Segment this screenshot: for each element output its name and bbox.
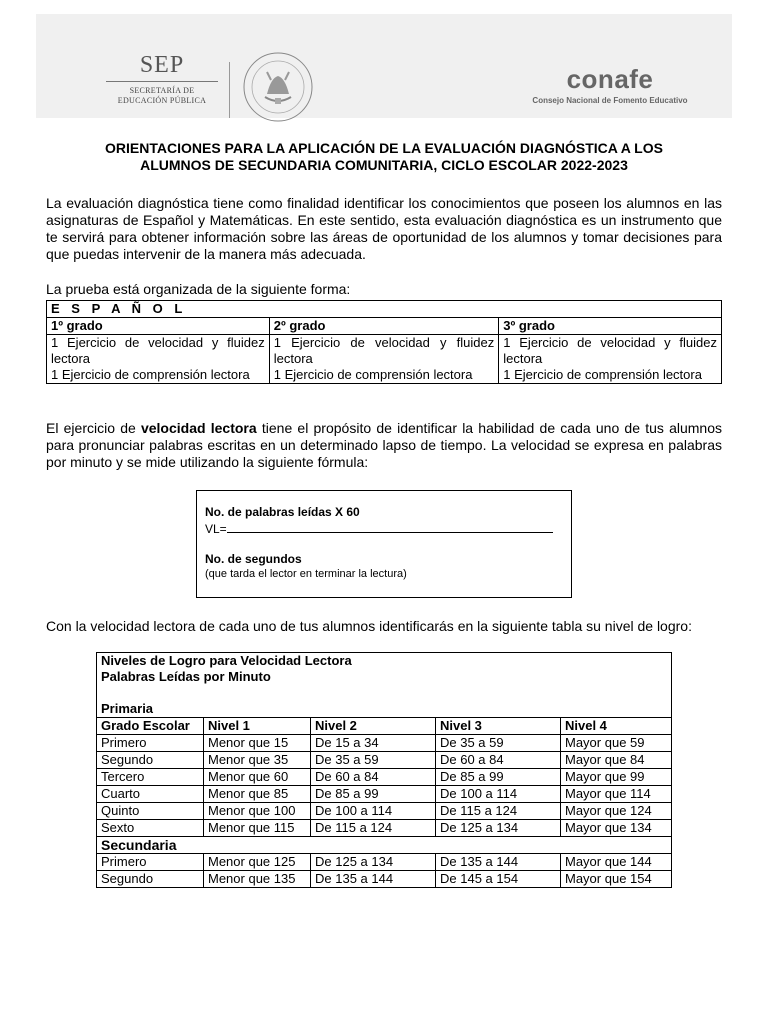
- primaria-row: [97, 752, 672, 769]
- grade-2-exercises: [269, 335, 499, 384]
- secundaria-cell: De 135 a 144: [436, 854, 561, 871]
- grade-1-exercise-velocity: 1 Ejercicio de velocidad y fluidez lectora: [51, 335, 265, 366]
- letterhead: [36, 14, 732, 118]
- primaria-cell: De 100 a 114: [311, 803, 436, 820]
- velocity-formula-box: [196, 490, 572, 598]
- grade-header-2: 2º grado: [269, 318, 499, 335]
- formula-fraction-line: [227, 520, 553, 533]
- primaria-cell: Mayor que 99: [561, 769, 672, 786]
- primaria-row: [97, 820, 672, 837]
- primaria-cell: De 15 a 34: [311, 735, 436, 752]
- grade-header-3: 3º grado: [499, 318, 722, 335]
- formula-vl-label: VL=: [205, 522, 227, 536]
- conafe-logo-wordmark: conafe: [566, 64, 654, 94]
- conafe-logo-subtitle: Consejo Nacional de Fomento Educativo: [532, 96, 688, 105]
- col-header-nivel-2: Nivel 2: [311, 718, 436, 735]
- sep-logo-rule: [106, 81, 218, 82]
- secundaria-row: [97, 854, 672, 871]
- sep-logo-title: SEP: [139, 52, 185, 78]
- secundaria-row: [97, 871, 672, 888]
- secundaria-label: Secundaria: [97, 837, 672, 854]
- primaria-cell: Mayor que 134: [561, 820, 672, 837]
- secundaria-cell: Primero: [97, 854, 204, 871]
- levels-intro-paragraph: Con la velocidad lectora de cada uno de tus alumnos identificarás en la siguiente tabla su nivel de logro:: [46, 618, 692, 634]
- primaria-cell: De 125 a 134: [436, 820, 561, 837]
- primaria-cell: De 35 a 59: [436, 735, 561, 752]
- document-title: [46, 140, 722, 174]
- primaria-row: [97, 735, 672, 752]
- col-header-nivel-4: Nivel 4: [561, 718, 672, 735]
- grade-2-exercise-velocity: 1 Ejercicio de velocidad y fluidez lectora: [273, 335, 495, 366]
- primaria-cell: Segundo: [97, 752, 204, 769]
- sep-logo-subtitle-2: EDUCACIÓN PÚBLICA: [117, 96, 207, 105]
- grade-2-exercise-comprehension: 1 Ejercicio de comprensión lectora: [273, 367, 473, 382]
- sep-logo: [106, 52, 218, 106]
- primaria-cell: Sexto: [97, 820, 204, 837]
- primaria-row: [97, 769, 672, 786]
- levels-table-title-cell: [97, 653, 672, 718]
- primaria-cell: De 115 a 124: [436, 803, 561, 820]
- formula-note: (que tarda el lector en terminar la lectura): [205, 568, 407, 580]
- primaria-cell: De 85 a 99: [311, 786, 436, 803]
- secundaria-cell: Segundo: [97, 871, 204, 888]
- primaria-cell: Cuarto: [97, 786, 204, 803]
- primaria-cell: De 100 a 114: [436, 786, 561, 803]
- secundaria-cell: Mayor que 154: [561, 871, 672, 888]
- organized-paragraph: La prueba está organizada de la siguiente forma:: [46, 281, 351, 297]
- title-line-1: ORIENTACIONES PARA LA APLICACIÓN DE LA EVALUACIÓN DIAGNÓSTICA A LOS: [105, 140, 663, 156]
- primaria-row: [97, 803, 672, 820]
- primaria-cell: Menor que 85: [204, 786, 311, 803]
- secundaria-cell: De 145 a 154: [436, 871, 561, 888]
- levels-table-primaria-label: Primaria: [101, 701, 154, 716]
- primaria-cell: Mayor que 59: [561, 735, 672, 752]
- col-header-nivel-1: Nivel 1: [204, 718, 311, 735]
- secundaria-cell: De 125 a 134: [311, 854, 436, 871]
- primaria-cell: De 85 a 99: [436, 769, 561, 786]
- intro-paragraph: La evaluación diagnóstica tiene como finalidad identificar los conocimientos que poseen los alumnos en las asignaturas de Español y Matemáticas. En este sentido, esta evaluación diagnóstica es un instrumento que te servirá para obtener información sobre las áreas de oportunidad de los alumnos y tomar decisiones para que puedas intervenir de la manera más adecuada.: [46, 195, 722, 262]
- velocity-paragraph-post: tiene el propósito de identificar la habilidad de cada uno de tus alumnos para pronunciar palabras escritas en un determinado lapso de tiempo. La velocidad se expresa en palabras por minuto y se mide utilizando la siguiente fórmula:: [46, 420, 722, 470]
- conafe-logo: [520, 65, 700, 106]
- primaria-cell: Mayor que 114: [561, 786, 672, 803]
- logo-divider: [229, 62, 230, 118]
- levels-table-title-1: Niveles de Logro para Velocidad Lectora: [101, 653, 352, 668]
- secundaria-cell: Menor que 135: [204, 871, 311, 888]
- mexico-seal-icon: [241, 50, 315, 124]
- primaria-cell: De 115 a 124: [311, 820, 436, 837]
- primaria-cell: Quinto: [97, 803, 204, 820]
- primaria-cell: Menor que 60: [204, 769, 311, 786]
- primaria-cell: Menor que 35: [204, 752, 311, 769]
- levels-table-title-2: Palabras Leídas por Minuto: [101, 669, 271, 684]
- grade-header-1: 1º grado: [47, 318, 270, 335]
- secundaria-cell: De 135 a 144: [311, 871, 436, 888]
- primaria-cell: De 60 a 84: [311, 769, 436, 786]
- grade-3-exercises: [499, 335, 722, 384]
- grade-1-exercises: [47, 335, 270, 384]
- secundaria-cell: Menor que 125: [204, 854, 311, 871]
- reading-levels-table: [96, 652, 672, 888]
- title-line-2: ALUMNOS DE SECUNDARIA COMUNITARIA, CICLO ESCOLAR 2022-2023: [140, 157, 628, 173]
- primaria-cell: Tercero: [97, 769, 204, 786]
- col-header-nivel-3: Nivel 3: [436, 718, 561, 735]
- espanol-subject-header: E S P A Ñ O L: [47, 301, 722, 318]
- secundaria-rows: [97, 854, 672, 888]
- grade-3-exercise-velocity: 1 Ejercicio de velocidad y fluidez lectora: [503, 335, 717, 366]
- secundaria-cell: Mayor que 144: [561, 854, 672, 871]
- primaria-cell: Menor que 15: [204, 735, 311, 752]
- primaria-rows: [97, 735, 672, 837]
- primaria-cell: Mayor que 84: [561, 752, 672, 769]
- grade-1-exercise-comprehension: 1 Ejercicio de comprensión lectora: [51, 367, 250, 382]
- formula-denominator: No. de segundos: [205, 552, 302, 566]
- espanol-table: [46, 300, 722, 384]
- formula-numerator: No. de palabras leídas X 60: [205, 505, 360, 519]
- sep-logo-subtitle-1: SECRETARÍA DE: [129, 86, 195, 95]
- velocity-paragraph: [46, 420, 722, 471]
- primaria-cell: De 60 a 84: [436, 752, 561, 769]
- grade-3-exercise-comprehension: 1 Ejercicio de comprensión lectora: [503, 367, 702, 382]
- velocity-paragraph-bold: velocidad lectora: [140, 420, 257, 436]
- col-header-grado: Grado Escolar: [97, 718, 204, 735]
- primaria-cell: Menor que 100: [204, 803, 311, 820]
- primaria-cell: Primero: [97, 735, 204, 752]
- primaria-cell: De 35 a 59: [311, 752, 436, 769]
- primaria-cell: Mayor que 124: [561, 803, 672, 820]
- primaria-cell: Menor que 115: [204, 820, 311, 837]
- velocity-paragraph-pre: El ejercicio de: [46, 420, 141, 436]
- formula-vl-line: [205, 520, 563, 537]
- primaria-row: [97, 786, 672, 803]
